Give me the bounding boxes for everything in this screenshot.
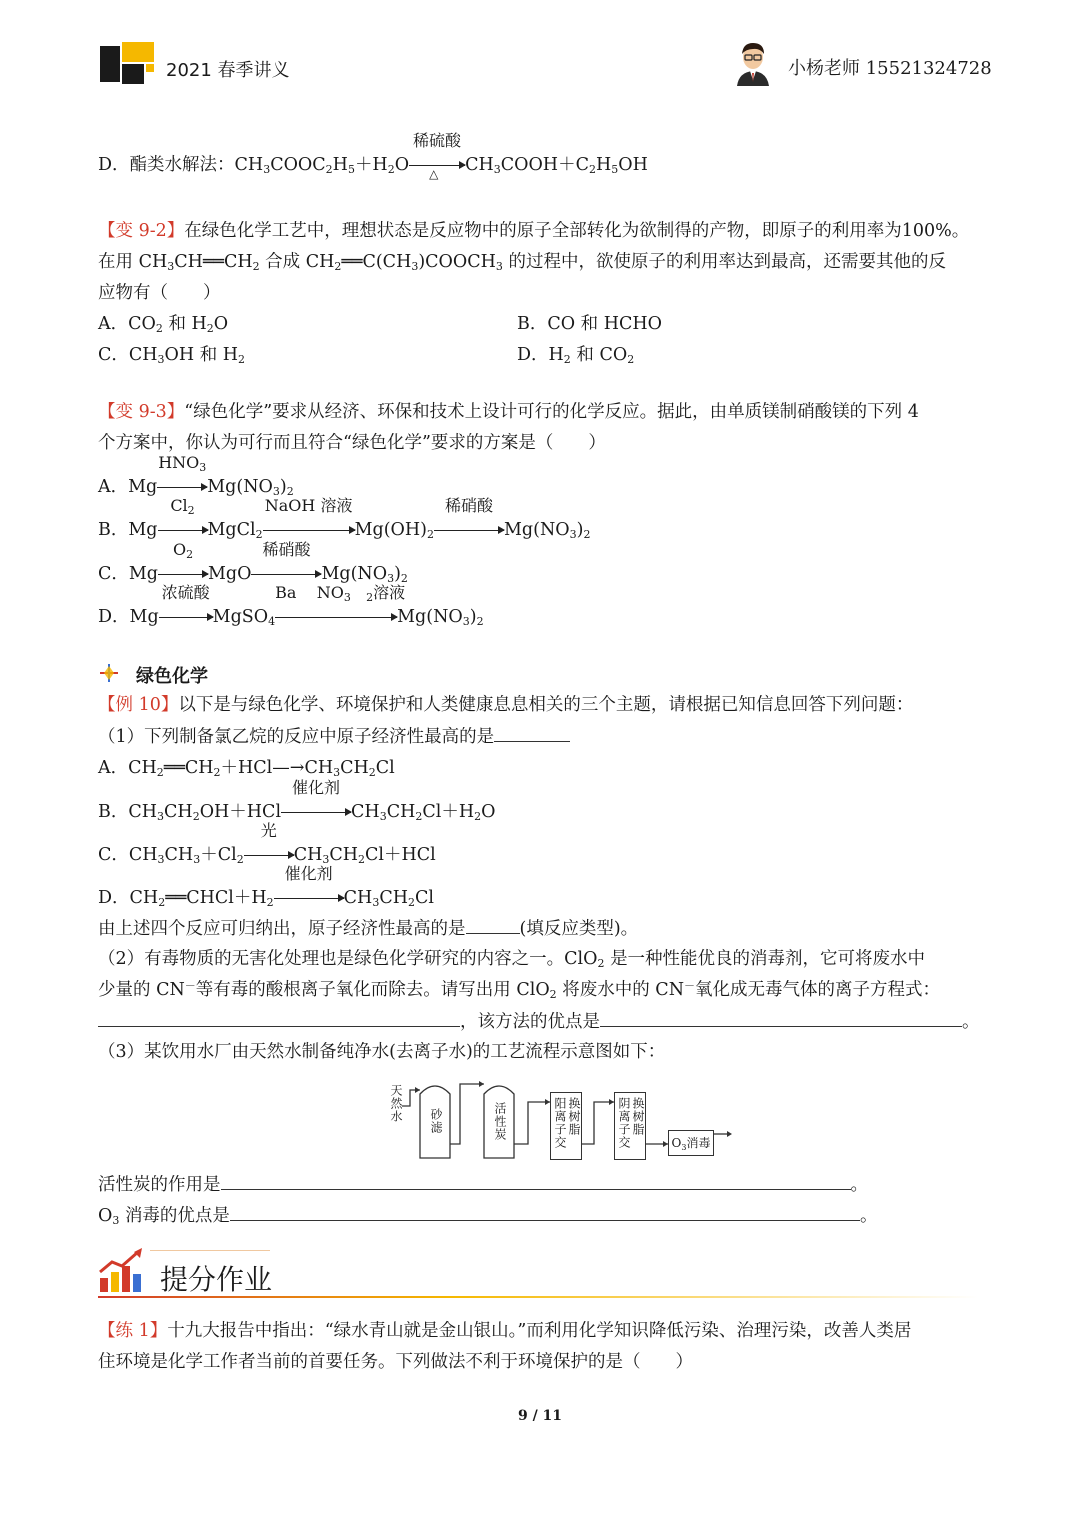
ex10-p2a-pre: （2）有毒物质的无害化处理也是绿色化学研究的内容之一。 <box>98 949 565 969</box>
lian1-line2: 住环境是化学工作者当前的首要任务。下列做法不利于环境保护的是（ ） <box>98 1352 693 1372</box>
flow-source-label: 天然水 <box>389 1084 403 1123</box>
ex10-text: 以下是与绿色化学、环境保护和人类健康息息相关的三个主题，请根据已知信息回答下列问题： <box>178 695 914 715</box>
carbon-role-blank[interactable] <box>221 1173 851 1190</box>
ex10-option-c: C．$CH_3CH_3+Cl_2$ 光 $CH_3CH_2Cl+HCl$ <box>98 821 436 866</box>
answer-blank[interactable] <box>494 725 570 742</box>
ex10-a1-text: 活性炭的作用是 <box>98 1175 221 1195</box>
q93-option-b: B．Mg $Cl_2$ MgCl$_2$ NaOH 溶液 $Mg(OH)_2$ 稀硝酸 $Mg(NO_3)_2$ <box>98 496 591 541</box>
lian1-tag: 【练 1】 <box>98 1321 168 1341</box>
avatar <box>733 40 773 86</box>
homework-chart-icon <box>98 1248 146 1294</box>
q92-option-d: D．$H_2$ 和 $CO_2$ <box>517 345 635 366</box>
section-title: 绿色化学 <box>136 666 208 687</box>
q92-a-and: 和 <box>168 314 186 334</box>
ex10-a2-text: 消毒的优点是 <box>124 1206 230 1226</box>
ex10-a2-end: 。 <box>859 1206 878 1226</box>
teacher-avatar-icon <box>733 40 773 86</box>
flow-anion-label-a: 阴离子交 <box>617 1097 631 1149</box>
ex10-part2-line2: 少量的 CN－等有毒的酸根离子氧化而除去。请写出用 ClO$_2$ 将废水中的 CN－氧化成无毒气体的离子方程式： <box>98 979 941 1001</box>
lian1-line1 <box>98 1320 911 1342</box>
q92-line3: 应物有（ ） <box>98 283 221 303</box>
ex10-tag: 【例 10】 <box>98 695 179 715</box>
ex10-option-d: D．$CH_2══CHCl+H_2$ 催化剂 $CH_3CH_2Cl$ <box>98 864 434 909</box>
flow-cation-exchange <box>550 1092 582 1160</box>
ex10-part3: （3）某饮用水厂由天然水制备纯净水(去离子水)的工艺流程示意图如下： <box>98 1042 666 1062</box>
q93-option-a: A．Mg $HNO_3$ $Mg(NO_3)_2$ <box>98 453 294 498</box>
q92-d-and: 和 <box>576 345 594 365</box>
ex10-part1 <box>98 725 570 748</box>
reaction-type-blank[interactable] <box>466 917 520 934</box>
q93-d-label: D． <box>98 607 130 627</box>
ex10-sum-post: (填反应类型)。 <box>519 919 639 939</box>
ex10-option-a: A．$CH_2══CH_2+HCl—\to CH_3CH_2Cl$ <box>98 758 395 779</box>
ex10-answer2: $O_3$ 消毒的优点是 。 <box>98 1206 878 1227</box>
logo-icon <box>100 42 156 86</box>
q92-text2-post: 的过程中，欲使原子的利用率达到最高，还需要其他的反 <box>508 252 946 272</box>
q92-option-c: C．$CH_3OH$ 和 $H_2$ <box>98 345 246 366</box>
homework-top-line <box>150 1250 270 1251</box>
q92-line2: 在用 $CH_3CH══CH_2$ 合成 $CH_2══C(CH_3)COOCH_3$ 的过程中，欲使原子的利用率达到最高，还需要其他的反 <box>98 252 946 273</box>
logo <box>100 42 156 86</box>
q9-option-d: D．酯类水解法：$CH_3COOC_2H_5+H_2O$ 稀硫酸 △ $CH_3COOH+C_2H_5OH$ <box>98 154 648 176</box>
lian1-text1: 十九大报告中指出：“绿水青山就是金山银山。”而利用化学知识降低污染、治理污染，改善人类居 <box>167 1321 912 1341</box>
ex10-p2b-post: 氧化成无毒气体的离子方程式： <box>695 980 941 1000</box>
q93-d-cond2c: 溶液 <box>373 583 406 602</box>
ion-equation-blank[interactable] <box>98 1010 460 1027</box>
q93-line2: 个方案中，你认为可行而且符合“绿色化学”要求的方案是（ ） <box>98 433 606 453</box>
section-bullet-icon <box>100 664 118 686</box>
flow-ozone-label: 消毒 <box>686 1136 711 1150</box>
q93-line1 <box>98 401 919 423</box>
ex10-c-label: C． <box>98 845 129 865</box>
ex10-d-label: D． <box>98 888 130 908</box>
q9-d-prefix: D．酯类水解法： <box>98 155 235 175</box>
ex10-part2-line1: （2）有毒物质的无害化处理也是绿色化学研究的内容之一。ClO$_2$ 是一种性能优良的消毒剂，它可将废水中 <box>98 949 926 970</box>
flow-cation-label-b: 换树脂 <box>567 1097 581 1136</box>
ex10-sum-pre: 由上述四个反应可归纳出，原子经济性最高的是 <box>98 919 466 939</box>
flow-ozone-disinfection: $O_3$消毒 <box>668 1130 714 1156</box>
teacher-contact: 小杨老师 15521324728 <box>788 58 992 79</box>
header-title: 2021 春季讲义 <box>166 60 290 81</box>
q93-d-cond2a: Ba <box>275 583 297 602</box>
ex10-p1-text: （1）下列制备氯乙烷的反应中原子经济性最高的是 <box>98 727 495 747</box>
q93-option-c: C．Mg $O_2$ MgO 稀硝酸 $Mg(NO_3)_2$ <box>98 540 408 585</box>
ex10-p2c-end: 。 <box>962 1012 980 1032</box>
q93-b-cond2: NaOH 溶液 <box>264 496 353 515</box>
ozone-advantage-blank[interactable] <box>230 1204 860 1221</box>
q92-tag: 【变 9-2】 <box>98 221 185 241</box>
ex10-part2-line3 <box>98 1010 980 1033</box>
q93-b-label: B． <box>98 520 129 540</box>
q93-text1: “绿色化学”要求从经济、环保和技术上设计可行的化学反应。据此，由单质镁制硝酸镁的下列 4 <box>184 402 919 422</box>
flow-anion-label-b: 换树脂 <box>631 1097 645 1136</box>
ex10-option-b: B．$CH_3CH_2OH+HCl$ 催化剂 $CH_3CH_2Cl+H_2O$ <box>98 778 496 823</box>
ex10-answer1 <box>98 1173 868 1196</box>
q9-d-condition: 稀硫酸 <box>413 131 462 150</box>
ex10-a-label: A． <box>98 758 129 778</box>
homework-title: 提分作业 <box>160 1263 273 1296</box>
ex10-p2b-mid: 等有毒的酸根离子氧化而除去。请写出用 <box>195 980 511 1000</box>
q92-a-label: A． <box>98 314 129 334</box>
ex10-c-cond: 光 <box>260 821 277 840</box>
advantage-blank[interactable] <box>600 1010 962 1027</box>
process-flow-diagram <box>384 1074 734 1166</box>
page-number: 9 / 11 <box>517 1408 563 1424</box>
flow-sand-filter-label: 砂滤 <box>429 1108 443 1134</box>
heat-triangle-icon: △ <box>429 167 439 181</box>
ex10-b-label: B． <box>98 802 129 822</box>
ex10-summary <box>98 917 638 940</box>
q93-b-cond3: 稀硝酸 <box>444 496 493 515</box>
flow-activated-carbon-label: 活性炭 <box>493 1102 507 1141</box>
q92-option-b: B．CO 和 HCHO <box>517 314 662 334</box>
q93-option-d: D．Mg 浓硫酸 MgSO$_4$ Ba $NO_3$ $_2$溶液 $Mg(NO_3)_2$ <box>98 583 484 628</box>
q93-d-cond1: 浓硫酸 <box>161 583 210 602</box>
q93-a-label: A． <box>98 477 129 497</box>
ex10-p2b-mid2: 将废水中的 CN <box>562 980 685 1000</box>
q92-text2-mid: 合成 <box>265 252 301 272</box>
ex10-b-cond: 催化剂 <box>292 778 341 797</box>
q92-c-and: 和 <box>199 345 218 365</box>
flow-cation-label-a: 阳离子交 <box>553 1097 567 1149</box>
ex10-p2c-mid: ，该方法的优点是 <box>460 1012 600 1032</box>
q93-tag: 【变 9-3】 <box>98 402 185 422</box>
ex10-p2a-post: 是一种性能优良的消毒剂，它可将废水中 <box>610 949 926 969</box>
ex10-a1-end: 。 <box>850 1175 868 1195</box>
q92-line1 <box>98 220 969 242</box>
ex10-p2b-pre: 少量的 CN <box>98 980 185 1000</box>
flow-anion-exchange <box>614 1092 646 1160</box>
ex10-intro <box>98 694 913 716</box>
q93-c-cond2: 稀硝酸 <box>262 540 311 559</box>
q92-c-label: C． <box>98 345 129 365</box>
q92-d-label: D． <box>517 345 549 365</box>
ex10-d-cond: 催化剂 <box>284 864 333 883</box>
q93-c-label: C． <box>98 564 129 584</box>
q92-text1: 在绿色化学工艺中，理想状态是反应物中的原子全部转化为欲制得的产物，即原子的利用率为100%。 <box>184 221 970 241</box>
q92-text2-pre: 在用 <box>98 252 133 272</box>
q92-option-a: A．$CO_2$ 和 $H_2O$ <box>98 314 229 335</box>
